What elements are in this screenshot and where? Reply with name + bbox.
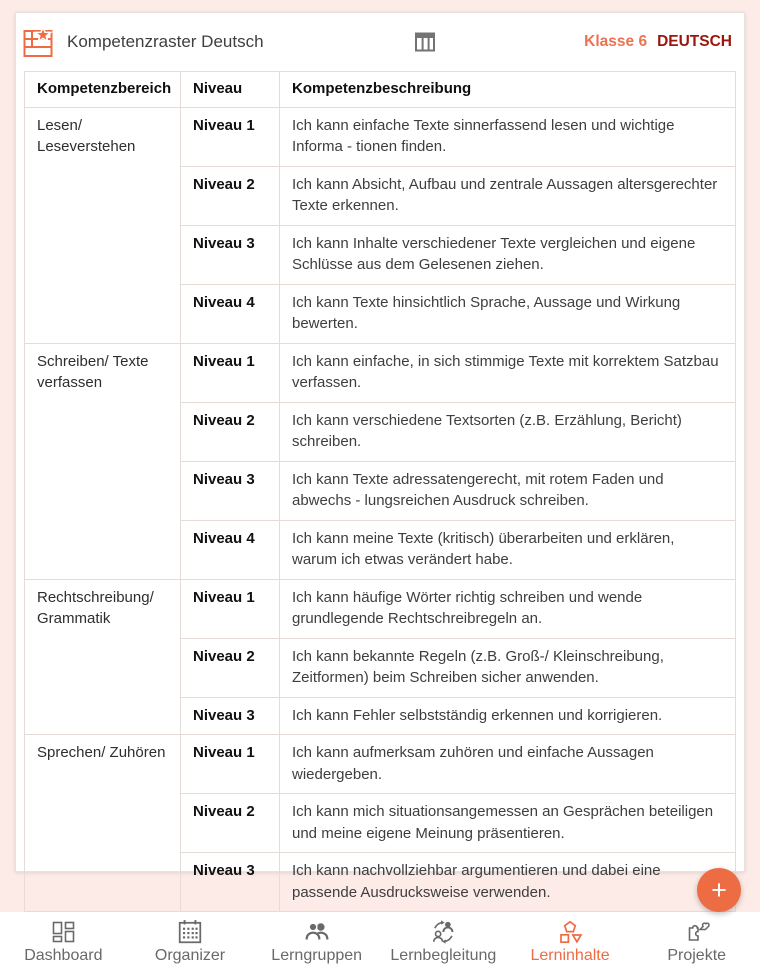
bereich-cell: Rechtschreibung/ Grammatik — [25, 579, 181, 735]
group-people-icon — [304, 919, 330, 945]
niveau-cell: Niveau 3 — [181, 697, 280, 735]
niveau-cell: Niveau 4 — [181, 520, 280, 579]
niveau-cell: Niveau 2 — [181, 638, 280, 697]
bereich-cell: Lesen/ Leseverstehen — [25, 107, 181, 343]
table-header-row — [25, 72, 736, 108]
beschreibung-cell: Ich kann Inhalte verschiedener Texte vergleichen und eigene Schlüsse aus dem Gelesenen ziehen. — [280, 225, 736, 284]
class-subject-badge — [584, 33, 732, 51]
niveau-cell: Niveau 4 — [181, 284, 280, 343]
dashboard-icon — [50, 919, 76, 945]
niveau-cell: Niveau 2 — [181, 402, 280, 461]
nav-label: Lerngruppen — [271, 947, 363, 964]
col-header-kompetenzbeschreibung: Kompetenzbeschreibung — [280, 72, 736, 108]
niveau-cell: Niveau 2 — [181, 794, 280, 853]
bereich-cell: Schreiben/ Texte verfassen — [25, 343, 181, 579]
bereich-cell: Sprechen/ Zuhören — [25, 735, 181, 912]
nav-label: Dashboard — [24, 947, 103, 964]
nav-item-lerninhalte[interactable] — [507, 912, 634, 972]
beschreibung-cell: Ich kann meine Texte (kritisch) überarbeiten und erklären, warum ich etwas verändert habe. — [280, 520, 736, 579]
nav-item-lerngruppen[interactable] — [253, 912, 380, 972]
beschreibung-cell: Ich kann nachvollziehbar argumentieren und dabei eine passende Ausdrucksweise verwenden. — [280, 853, 736, 912]
beschreibung-cell: Ich kann Absicht, Aufbau und zentrale Aussagen altersgerechter Texte erkennen. — [280, 166, 736, 225]
bottom-navigation — [0, 912, 760, 972]
calendar-icon — [177, 919, 203, 945]
beschreibung-cell: Ich kann bekannte Regeln (z.B. Groß-/ Kleinschreibung, Zeitformen) beim Schreiben sicher anwenden. — [280, 638, 736, 697]
card-header — [16, 13, 744, 71]
nav-item-organizer[interactable] — [127, 912, 254, 972]
beschreibung-cell: Ich kann aufmerksam zuhören und einfache Aussagen wiedergeben. — [280, 735, 736, 794]
table-row — [25, 107, 736, 166]
niveau-cell: Niveau 3 — [181, 853, 280, 912]
mentoring-cycle-icon — [430, 919, 456, 945]
beschreibung-cell: Ich kann häufige Wörter richtig schreiben und wende grundlegende Rechtschreibregeln an. — [280, 579, 736, 638]
beschreibung-cell: Ich kann mich situationsangemessen an Gesprächen beteiligen und meine eigene Meinung präsentieren. — [280, 794, 736, 853]
beschreibung-cell: Ich kann Fehler selbstständig erkennen und korrigieren. — [280, 697, 736, 735]
niveau-cell: Niveau 2 — [181, 166, 280, 225]
kompetenzraster-card — [15, 12, 745, 901]
klasse-label: Klasse 6 — [584, 33, 648, 50]
niveau-cell: Niveau 1 — [181, 343, 280, 402]
niveau-cell: Niveau 3 — [181, 225, 280, 284]
beschreibung-cell: Ich kann einfache Texte sinnerfassend lesen und wichtige Informa - tionen finden. — [280, 107, 736, 166]
niveau-cell: Niveau 3 — [181, 461, 280, 520]
beschreibung-cell: Ich kann Texte adressatengerecht, mit rotem Faden und abwechs - lungsreichen Ausdruck schreiben. — [280, 461, 736, 520]
nav-item-lernbegleitung[interactable] — [380, 912, 507, 972]
table-row — [25, 343, 736, 402]
shapes-icon — [557, 919, 583, 945]
table-view-icon[interactable] — [414, 31, 436, 53]
puzzle-pieces-icon — [684, 919, 710, 945]
table-row — [25, 735, 736, 794]
kompetenz-table — [24, 71, 736, 912]
niveau-cell: Niveau 1 — [181, 579, 280, 638]
niveau-cell: Niveau 1 — [181, 735, 280, 794]
beschreibung-cell: Ich kann Texte hinsichtlich Sprache, Aussage und Wirkung bewerten. — [280, 284, 736, 343]
niveau-cell: Niveau 1 — [181, 107, 280, 166]
plus-icon: + — [711, 874, 727, 905]
beschreibung-cell: Ich kann einfache, in sich stimmige Texte mit korrektem Satzbau verfassen. — [280, 343, 736, 402]
subject-label: DEUTSCH — [657, 33, 732, 50]
col-header-kompetenzbereich: Kompetenzbereich — [25, 72, 181, 108]
nav-label: Organizer — [154, 947, 226, 964]
nav-label: Lernbegleitung — [390, 947, 497, 964]
table-row — [25, 579, 736, 638]
nav-label: Projekte — [667, 947, 727, 964]
nav-item-dashboard[interactable] — [0, 912, 127, 972]
beschreibung-cell: Ich kann verschiedene Textsorten (z.B. Erzählung, Bericht) schreiben. — [280, 402, 736, 461]
col-header-niveau: Niveau — [181, 72, 280, 108]
add-button[interactable] — [697, 868, 741, 912]
page-title: Kompetenzraster Deutsch — [67, 32, 264, 51]
nav-label: Lerninhalte — [530, 947, 610, 964]
nav-item-projekte[interactable] — [633, 912, 760, 972]
kompetenzraster-grid-star-icon — [23, 26, 53, 58]
